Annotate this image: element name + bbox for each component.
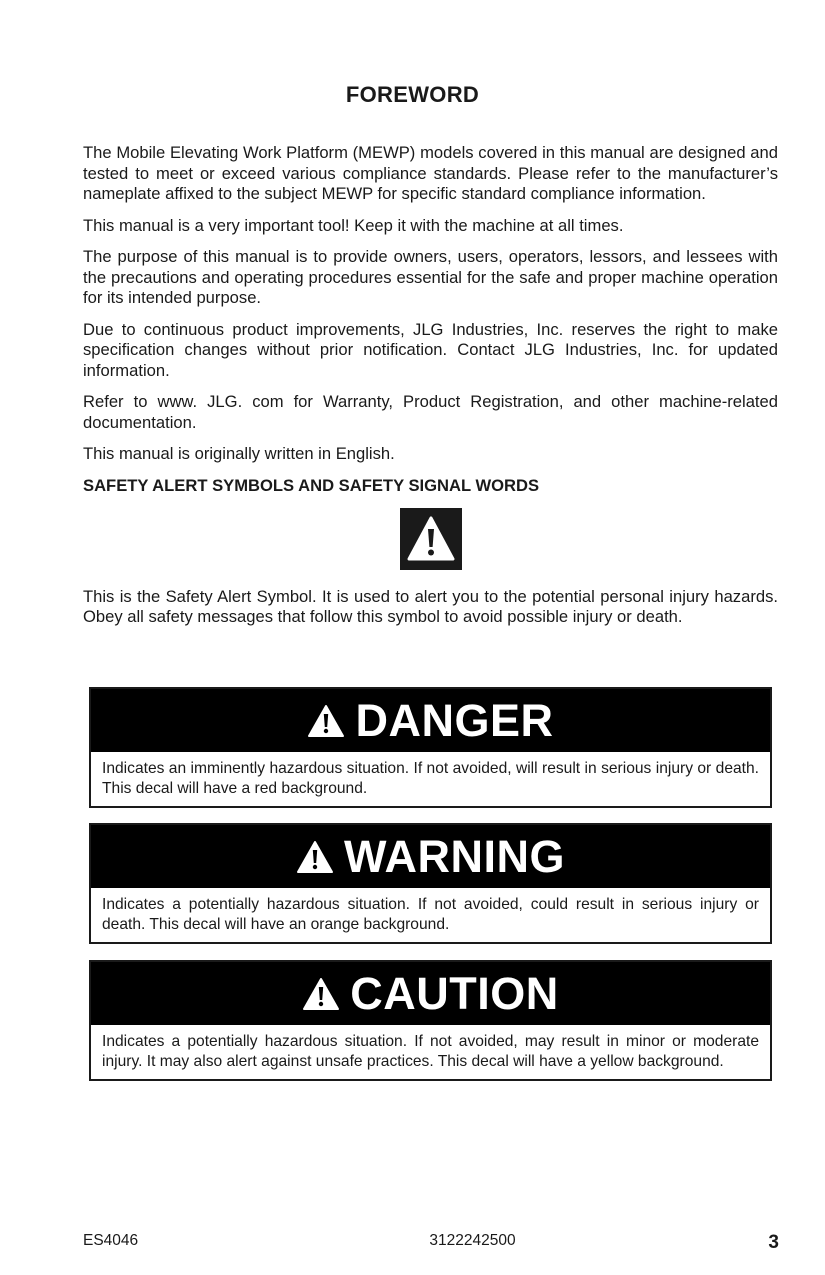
warning-signal-word: WARNING [344, 831, 565, 882]
danger-description: Indicates an imminently hazardous situation. If not avoided, will result in serious injury or death. This decal will have a red background. [102, 760, 759, 797]
paragraph-purpose: The purpose of this manual is to provide owners, users, operators, lessors, and lessees with the precautions and operating procedures essential for the safe and proper machine operation for its intended purpose. [83, 247, 778, 307]
danger-decal [89, 687, 772, 808]
warning-triangle-icon [404, 512, 458, 566]
paragraph-website: Refer to www. JLG. com for Warranty, Product Registration, and other machine-related documentation. [83, 392, 778, 432]
caution-decal [89, 960, 772, 1081]
footer-model: ES4046 [83, 1232, 139, 1249]
footer-part-number: 3122242500 [429, 1232, 516, 1249]
warning-triangle-icon [307, 704, 345, 738]
section-heading: SAFETY ALERT SYMBOLS AND SAFETY SIGNAL WORDS [83, 475, 540, 495]
danger-signal-word: DANGER [355, 695, 554, 746]
warning-triangle-icon [302, 977, 340, 1011]
warning-triangle-icon [296, 840, 334, 874]
page-title: FOREWORD [345, 82, 480, 107]
warning-decal [89, 823, 772, 944]
paragraph-language: This manual is originally written in English. [83, 444, 395, 463]
warning-description: Indicates a potentially hazardous situation. If not avoided, could result in serious injury or death. This decal will have an orange background. [102, 896, 759, 933]
paragraph-improvements: Due to continuous product improvements, JLG Industries, Inc. reserves the right to make specification changes without prior notification. Contact JLG Industries, Inc. for updated information. [83, 319, 778, 380]
paragraph-compliance: The Mobile Elevating Work Platform (MEWP) models covered in this manual are designed and tested to meet or exceed various compliance standards. Please refer to the manufacturer’s nameplate affixed to the subject MEWP for specific standard compliance information. [83, 143, 778, 203]
caution-decal-header [91, 962, 770, 1025]
caution-signal-word: CAUTION [350, 968, 559, 1019]
danger-decal-header [91, 689, 770, 752]
page-number: 3 [768, 1232, 779, 1253]
safety-alert-symbol [400, 508, 462, 570]
foreword-body [83, 143, 778, 639]
safety-alert-description: This is the Safety Alert Symbol. It is used to alert you to the potential personal injury hazards. Obey all safety messages that follow this symbol to avoid possible injury or death. [83, 586, 778, 626]
warning-decal-header [91, 825, 770, 888]
caution-description: Indicates a potentially hazardous situation. If not avoided, may result in minor or moderate injury. It may also alert against unsafe practices. This decal will have a yellow background. [102, 1033, 759, 1070]
paragraph-important-tool: This manual is a very important tool! Keep it with the machine at all times. [83, 215, 624, 235]
